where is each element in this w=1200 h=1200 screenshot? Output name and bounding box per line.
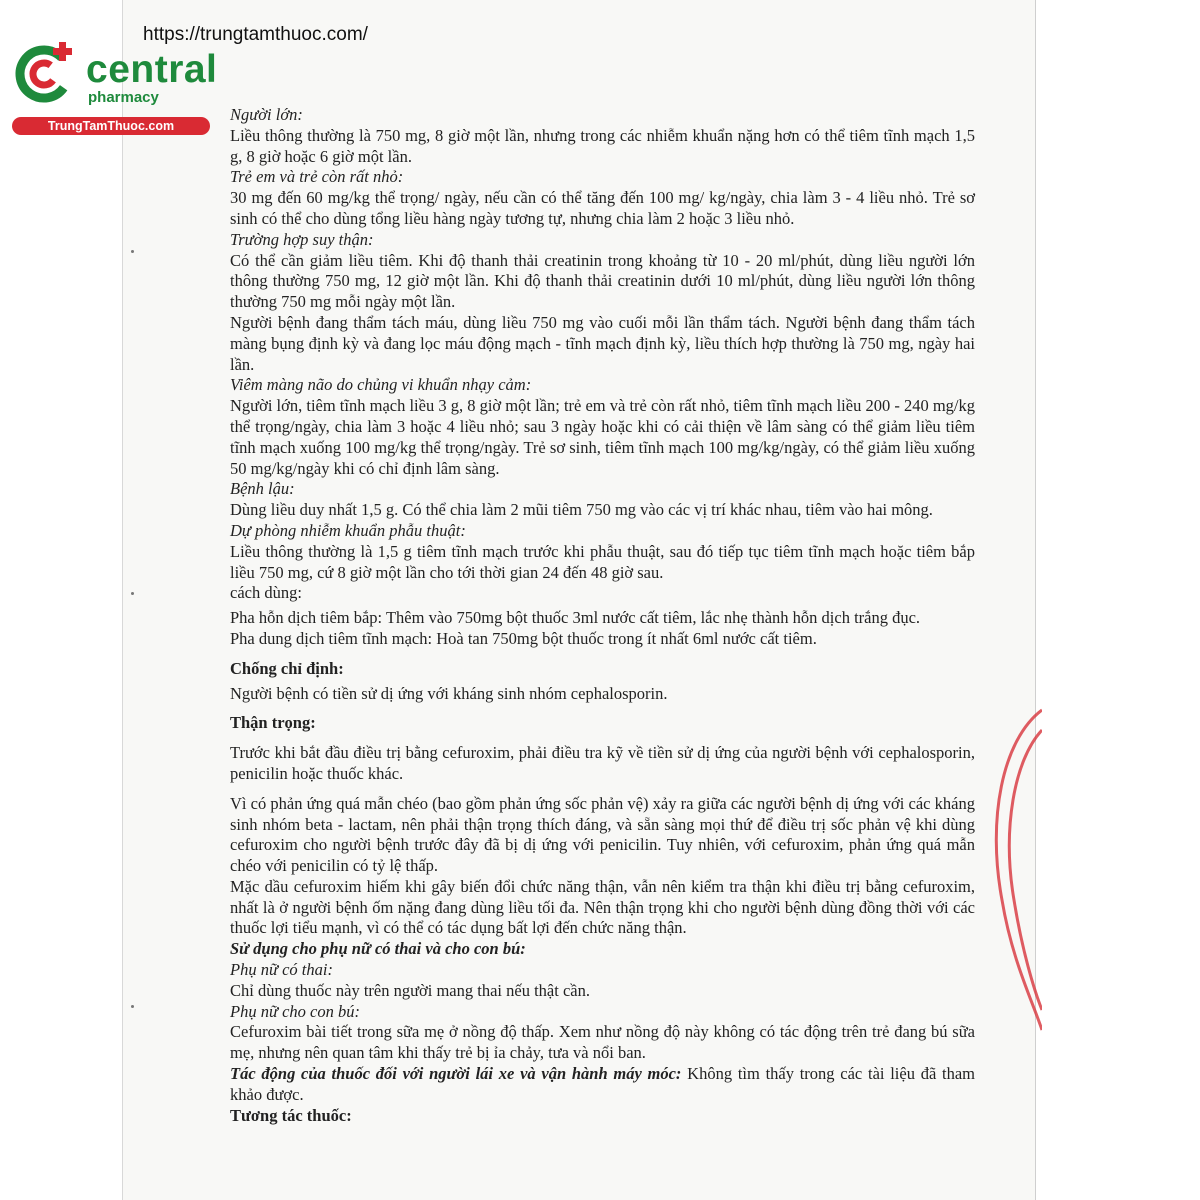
paragraph-8: Người lớn, tiêm tĩnh mạch liều 3 g, 8 giờ một lần; trẻ em và trẻ còn rất nhỏ, tiêm tĩnh mạch liều 200 - 240 mg/kg thể trọng/ngày, chia làm 3 hoặc 4 liều nhỏ; sau 3 ngày hoặc khi có cải thiện về lâm sàng có thể giảm liều tiêm tĩnh mạch xuống 100 mg/kg thể trọng/ngày. Trẻ sơ sinh, tiêm tĩnh mạch 100 mg/kg/ngày, có thể giảm liều xuống 50 mg/kg/ngày khi có chỉ định lâm sàng. [230, 396, 975, 478]
paragraph-1: Liều thông thường là 750 mg, 8 giờ một lần, nhưng trong các nhiễm khuẩn nặng hơn có thể tiêm tĩnh mạch 1,5 g, 8 giờ hoặc 6 giờ một lần. [230, 125, 975, 166]
paragraph-27 [230, 1064, 975, 1106]
logo-brand: central [86, 48, 218, 91]
paragraph-0: Người lớn: [230, 105, 303, 124]
logo-sub: pharmacy [88, 89, 159, 106]
paragraph-5: Có thể cần giảm liều tiêm. Khi độ thanh thải creatinin trong khoảng từ 10 - 20 ml/phút, dùng liều người lớn thông thường 750 mg, 12 giờ một lần. Khi độ thanh thải creatinin dưới 10 ml/phút, dùng liều người lớn thông thường 750 mg mỗi ngày một lần. [230, 250, 975, 312]
document-body [230, 105, 975, 1126]
paragraph-2: Trẻ em và trẻ còn rất nhỏ: [230, 167, 404, 187]
paragraph-text: Không tìm thấy trong các tài liệu đã tham khảo được. [230, 1064, 975, 1104]
pharmacy-cross-icon [10, 38, 90, 118]
paragraph-14: Pha hỗn dịch tiêm bắp: Thêm vào 750mg bột thuốc 3ml nước cất tiêm, lắc nhẹ thành hỗn dịch trắng đục. [230, 608, 921, 628]
paragraph-6: Người bệnh đang thẩm tách máu, dùng liều 750 mg vào cuối mỗi lần thẩm tách. Người bệnh đang thẩm tách màng bụng định kỳ và đang lọc máu động mạch - tĩnh mạch định kỳ, liều thích hợp thường là 750 mg, ngày hai lần. [230, 312, 975, 374]
paragraph-23: Phụ nữ có thai: [230, 960, 333, 980]
paragraph-21: Mặc dầu cefuroxim hiếm khi gây biến đổi chức năng thận, vẫn nên kiểm tra thận khi điều trị bằng cefuroxim, nhất là ở người bệnh ốm nặng đang dùng liều tối đa. Nên thận trọng khi cho người bệnh dùng đồng thời với các thuốc lợi tiểu mạnh, vì có thể có tác dụng bất lợi đến chức năng thận. [230, 876, 975, 938]
paragraph-28: Tương tác thuốc: [230, 1105, 352, 1125]
watermark-url: https://trungtamthuoc.com/ [143, 24, 368, 45]
paragraph-16: Chống chỉ định: [230, 658, 344, 678]
paragraph-3: 30 mg đến 60 mg/kg thể trọng/ ngày, nếu cần có thể tăng đến 100 mg/ kg/ngày, chia làm 3 - 4 liều nhỏ. Trẻ sơ sinh có thể cho dùng tổng liều hàng ngày tương tự, nhưng chia làm 2 hoặc 3 liều nhỏ. [230, 188, 975, 228]
paragraph-10: Dùng liều duy nhất 1,5 g. Có thể chia làm 2 mũi tiêm 750 mg vào các vị trí khác nhau, tiêm vào hai mông. [230, 500, 933, 520]
paragraph-24: Chỉ dùng thuốc này trên người mang thai nếu thật cần. [230, 980, 590, 1000]
paragraph-13: cách dùng: [230, 583, 302, 603]
paragraph-20: Vì có phản ứng quá mẫn chéo (bao gồm phản ứng sốc phản vệ) xảy ra giữa các người bệnh dị ứng với các kháng sinh nhóm beta - lactam, nên phải thận trọng thích đáng, và sẵn sàng mọi thứ để điều trị sốc phản vệ khi dùng cefuroxim cho người bệnh trước đây đã bị dị ứng với penicilin. Tuy nhiên, với cefuroxim, phản ứng quá mẫn chéo với penicilin có tỷ lệ thấp. [230, 793, 975, 876]
paragraph-7: Viêm màng não do chủng vi khuẩn nhạy cảm: [230, 375, 532, 395]
paragraph-9: Bệnh lậu: [230, 479, 295, 499]
paragraph-26: Cefuroxim bài tiết trong sữa mẹ ở nồng độ thấp. Xem như nồng độ này không có tác động trên trẻ đang bú sữa mẹ, nhưng nên quan tâm khi thấy trẻ bị ỉa chảy, tưa và nổi ban. [230, 1022, 975, 1063]
paragraph-12: Liều thông thường là 1,5 g tiêm tĩnh mạch trước khi phẫu thuật, sau đó tiếp tục tiêm tĩnh mạch hoặc tiêm bắp liều 750 mg, cứ 8 giờ một lần cho tới thời gian 24 đến 48 giờ sau. [230, 541, 975, 582]
paragraph-lead: Tác động của thuốc đối với người lái xe và vận hành máy móc: [230, 1064, 682, 1084]
paragraph-4: Trường hợp suy thận: [230, 229, 374, 249]
scan-dot [131, 1005, 134, 1008]
paragraph-18: Thận trọng: [230, 713, 316, 733]
paragraph-19: Trước khi bắt đầu điều trị bằng cefuroxim, phải điều tra kỹ về tiền sử dị ứng của người bệnh với cephalosporin, penicilin hoặc thuốc khác. [230, 743, 975, 783]
red-seal-stamp [982, 700, 1042, 1040]
paragraph-11: Dự phòng nhiễm khuẩn phẫu thuật: [230, 520, 466, 540]
paragraph-25: Phụ nữ cho con bú: [230, 1001, 360, 1021]
paragraph-15: Pha dung dịch tiêm tĩnh mạch: Hoà tan 750mg bột thuốc trong ít nhất 6ml nước cất tiêm. [230, 628, 817, 648]
scan-dot [131, 592, 134, 595]
paragraph-22: Sử dụng cho phụ nữ có thai và cho con bú: [230, 939, 526, 959]
scan-dot [131, 250, 134, 253]
paragraph-17: Người bệnh có tiền sử dị ứng với kháng sinh nhóm cephalosporin. [230, 683, 668, 703]
logo-site-bar: TrungTamThuoc.com [12, 117, 210, 135]
